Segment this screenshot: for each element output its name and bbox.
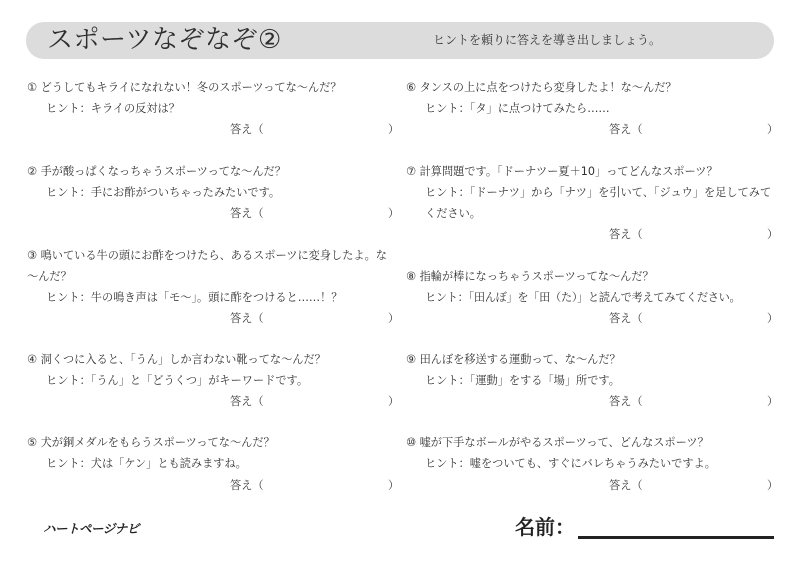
question-9 — [406, 349, 776, 391]
question-7 — [406, 161, 776, 224]
question-text: ③ 鳴いている牛の頭にお酢をつけたら、あるスポーツに変身したよ。な～んだ？ — [27, 249, 387, 283]
answer-label: 答え（ — [609, 395, 643, 408]
question-10 — [406, 432, 776, 474]
answer-close: ） — [388, 479, 400, 492]
answer-close: ） — [767, 395, 779, 408]
question-hint: ヒント：牛の鳴き声は「モ～」。頭に酢をつけると……！？ — [46, 291, 343, 304]
question-text: ② 手が酸っぱくなっちゃうスポーツってな～んだ？ — [27, 165, 286, 178]
question-hint: ヒント：手にお酢がついちゃったみたいです。 — [46, 186, 281, 199]
brand-logo: ハートページナビ — [43, 521, 139, 536]
question-hint: ヒント：「タ」に点つけてみたら…… — [425, 102, 610, 115]
answer-close: ） — [767, 228, 779, 241]
question-text: ④ 洞くつに入ると、「うん」しか言わない靴ってな～んだ？ — [27, 353, 326, 366]
answer-close: ） — [388, 207, 400, 220]
question-text: ⑤ 犬が銅メダルをもらうスポーツってな～んだ？ — [27, 436, 275, 449]
answer-label: 答え（ — [230, 312, 264, 325]
question-3 — [27, 245, 387, 308]
question-6 — [406, 77, 776, 119]
question-text: ⑨ 田んぼを移送する運動って、な～んだ？ — [406, 353, 621, 366]
question-hint: ヒント：「運動」をする「場」所です。 — [425, 374, 620, 387]
answer-close: ） — [767, 123, 779, 136]
answer-close: ） — [388, 312, 400, 325]
question-text: ⑥ タンスの上に点をつけたら変身したよ！な～んだ？ — [406, 81, 677, 94]
answer-label: 答え（ — [609, 479, 643, 492]
question-hint: ヒント：犬は「ケン」とも読みますね。 — [46, 457, 247, 470]
question-text: ① どうしてもキライになれない！冬のスポーツってな～んだ？ — [27, 81, 342, 94]
answer-label: 答え（ — [230, 479, 264, 492]
question-hint: ヒント：キライの反対は？ — [46, 102, 180, 115]
answer-label: 答え（ — [230, 395, 264, 408]
question-text: ⑩ 嘘が下手なボールがやるスポーツって、どんなスポーツ？ — [406, 436, 709, 449]
question-2 — [27, 161, 387, 203]
question-hint: ヒント：「ドーナツ」から「ナツ」を引いて、「ジュウ」を足してみてください。 — [425, 186, 772, 220]
name-label: 名前： — [515, 515, 575, 539]
answer-label: 答え（ — [609, 312, 643, 325]
answer-label: 答え（ — [609, 123, 643, 136]
question-hint: ヒント：嘘をついても、すぐにバレちゃうみたいですよ。 — [425, 457, 716, 470]
answer-close: ） — [767, 312, 779, 325]
question-text: ⑦ 計算問題です。「ドーナツー夏＋10」ってどんなスポーツ？ — [406, 165, 718, 178]
answer-label: 答え（ — [230, 123, 264, 136]
name-write-line — [578, 536, 774, 539]
answer-close: ） — [388, 123, 400, 136]
question-text: ⑧ 指輪が棒になっちゃうスポーツってな～んだ？ — [406, 270, 654, 283]
answer-close: ） — [388, 395, 400, 408]
answer-label: 答え（ — [609, 228, 643, 241]
question-5 — [27, 432, 387, 474]
question-4 — [27, 349, 387, 391]
answer-close: ） — [767, 479, 779, 492]
question-hint: ヒント：「田んぼ」を「田（た）」と読んで考えてみてください。 — [425, 291, 741, 304]
answer-label: 答え（ — [230, 207, 264, 220]
question-1 — [27, 77, 387, 119]
question-8 — [406, 266, 786, 308]
page-subtitle: ヒントを頼りに答えを導き出しましょう。 — [433, 33, 662, 47]
page-title: スポーツなぞなぞ② — [47, 25, 282, 55]
question-hint: ヒント：「うん」と「どうくつ」がキーワードです。 — [46, 374, 309, 387]
